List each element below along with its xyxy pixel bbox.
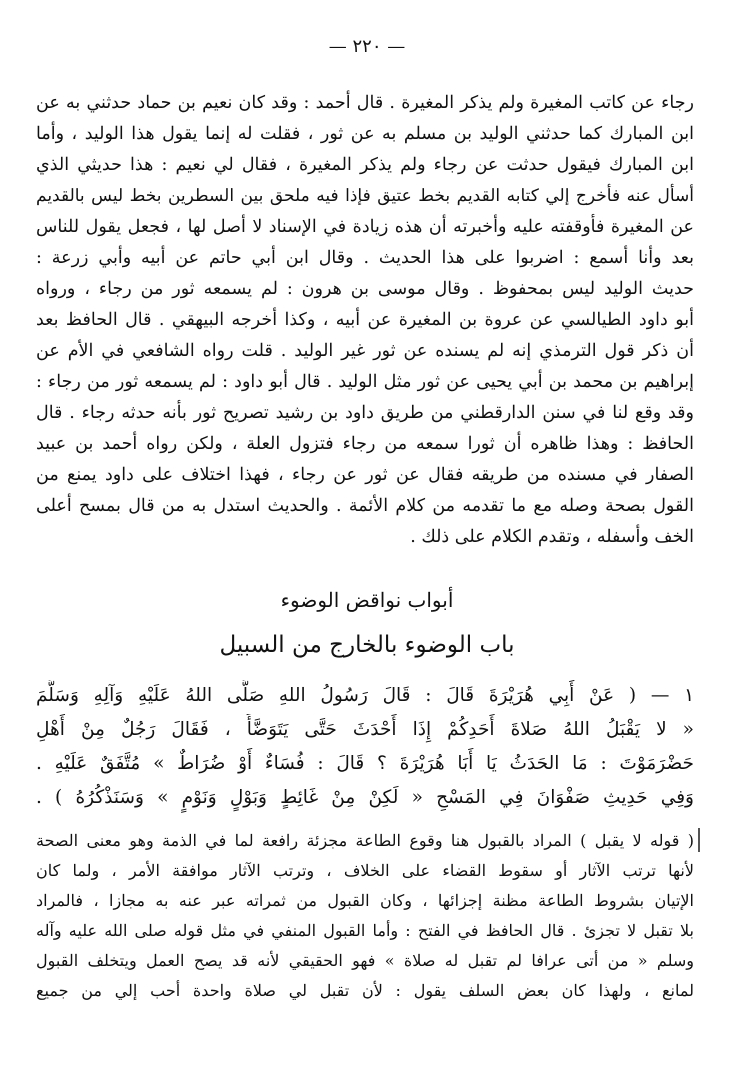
hadith-line: حَضْرَمَوْتَ : مَا الحَدَثُ يَا أَبَا هُرَيْرَةَ ؟ قَالَ : فُسَاءٌ أَوْ ضُرَاطٌ » مُتَّفَقٌ عَلَيْهِ .	[36, 753, 694, 774]
text-line: أن ذكر قول الترمذي إنه لم يسنده عن ثور غير الوليد . قلت رواه الشافعي في الأم عن	[36, 341, 694, 361]
text-line: القول بصحة وصله مع ما تقدمه من كلام الأئمة . والحديث استدل به من قال بمسح أعلى	[36, 496, 694, 516]
chapter-title: باب الوضوء بالخارج من السبيل	[219, 632, 515, 658]
text-line: ابن المبارك كما حدثني الوليد بن مسلم به عن ثور ، فقلت له إنما يقول هذا الوليد ، وأما	[36, 124, 694, 144]
commentary-line: لأنها ترتب الآثار أو سقوط القضاء على الخلاف ، وترتب الآثار موافقة الأمر ، ولما كان	[36, 861, 694, 880]
commentary-line: الإتيان بشروط الطاعة مظنة إجزائها ، وكان القبول من ثمراته عبر عنه به مجازا ، فالمراد	[36, 891, 694, 910]
commentary-line: وسلم « من أتى عرافا لم تقبل له صلاة » فهو الحقيقي لأنه قد يصح العمل ويتخلف القبول	[36, 951, 694, 970]
text-line: وقد وقع لنا في سنن الدارقطني من طريق داود بن رشيد تصريح ثور بأنه حدثه رجاء . قال	[36, 403, 694, 423]
text-line: الخف وأسفله ، وتقدم الكلام على ذلك .	[410, 527, 694, 547]
commentary-line: ( قوله لا يقبل ) المراد بالقبول هنا وقوع الطاعة مجزئة رافعة لما في الذمة وهو معنى الصحة	[36, 831, 694, 850]
text-line: أبو داود الطيالسي عن عروة بن المغيرة عن أبيه ، وكذا أخرجه البيهقي . قال الحافظ بعد	[36, 310, 694, 330]
section-title: أبواب نواقض الوضوء	[280, 588, 454, 612]
page-number: — ٢٢٠ —	[328, 36, 406, 57]
text-line: ابن المبارك فيقول حدثت عن رجاء ولم يذكر المغيرة ، فقال لي نعيم : هذا حديثي الذي	[36, 155, 694, 175]
commentary-line: بلا تقبل لا تجزئ . قال الحافظ في الفتح : وأما القبول المنفي في مثل قوله صلى الله عليه وآله	[36, 921, 694, 940]
text-line: أسأل عنه فأخرج إلي كتابه القديم بخط عتيق فإذا فيه ملحق بين السطرين بخط ليس بالقديم	[36, 186, 694, 206]
text-line: عن المغيرة فأوقفته عليه وأخبرته أن هذه زيادة في الإسناد لا أصل لها ، فجعل يقول للناس	[36, 217, 694, 237]
text-line: رجاء عن كاتب المغيرة ولم يذكر المغيرة . قال أحمد : وقد كان نعيم بن حماد حدثني به عن	[36, 93, 694, 113]
text-line: إبراهيم بن محمد بن أبي يحيى عن ثور مثل الوليد . قال أبو داود : لم يسمعه ثور من رجاء :	[36, 372, 694, 392]
margin-bar	[698, 828, 700, 852]
hadith-line: « لا يَقْبَلُ اللهُ صَلاةَ أَحَدِكُمْ إِذَا أَحْدَثَ حَتَّى يَتَوَضَّأَ ، فَقَالَ رَجُلٌ مِنْ أَهْلِ	[36, 719, 694, 740]
text-line: الحافظ : وهذا ظاهره أن ثورا سمعه من رجاء فتزول العلة ، ولكن رواه أحمد بن عبيد	[36, 434, 694, 454]
hadith-line: وَفِي حَدِيثِ صَفْوَانَ فِي المَسْحِ « لَكِنْ مِنْ غَائِطٍ وَبَوْلٍ وَنَوْمٍ » وَسَنَذْكُرُهُ ) .	[36, 787, 694, 808]
text-line: بعد وأنا أسمع : اضربوا على هذا الحديث . وقال ابن أبي حاتم عن أبيه وأبي زرعة :	[36, 248, 694, 268]
hadith-line: ١ — ( عَنْ أَبِي هُرَيْرَةَ قَالَ : قَالَ رَسُولُ اللهِ صَلَّى اللهُ عَلَيْهِ وَآلِهِ وَسَلَّمَ	[36, 685, 694, 706]
text-line: حديث الوليد ليس بمحفوظ . وقال موسى بن هرون : لم يسمعه ثور من رجاء ، ورواه	[36, 279, 694, 299]
text-line: الصفار في مسنده من طريقه فقال عن ثور عن رجاء ، فهذا اختلاف على داود يمنع من	[36, 465, 694, 485]
commentary-line: لمانع ، ولهذا كان بعض السلف يقول : لأن تقبل لي صلاة واحدة أحب إلي من جميع	[36, 981, 694, 1000]
